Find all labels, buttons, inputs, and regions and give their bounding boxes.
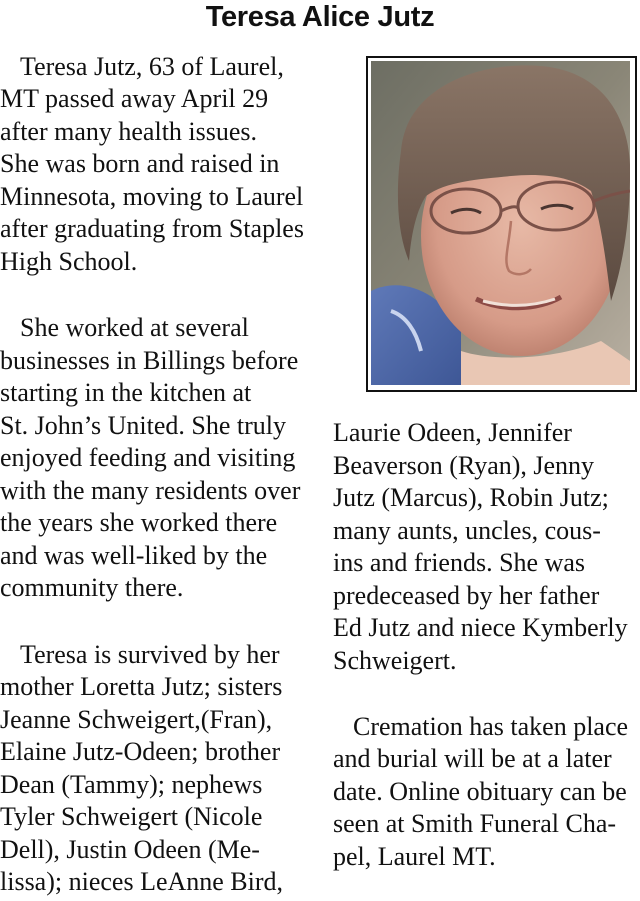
body-line: lissa); nieces LeAnne Bird, xyxy=(0,867,284,896)
body-line: after graduating from Staples xyxy=(0,214,304,243)
body-line: She was born and raised in xyxy=(0,149,280,178)
body-line: High School. xyxy=(0,247,138,276)
body-line: starting in the kitchen at xyxy=(0,378,252,407)
body-line: many aunts, uncles, cous- xyxy=(333,516,601,545)
body-line: date. Online obituary can be xyxy=(333,777,627,806)
body-line: Beaverson (Ryan), Jenny xyxy=(333,451,595,480)
body-line: Teresa Jutz, 63 of Laurel, xyxy=(20,52,284,81)
body-line: and was well-liked by the xyxy=(0,541,268,570)
body-line: enjoyed feeding and visiting xyxy=(0,443,296,472)
body-line: Ed Jutz and niece Kymberly xyxy=(333,613,628,642)
body-line: MT passed away April 29 xyxy=(0,84,269,113)
body-line: businesses in Billings before xyxy=(0,346,299,375)
body-line: Minnesota, moving to Laurel xyxy=(0,182,304,211)
body-line: Cremation has taken place xyxy=(353,712,629,741)
body-line: Dell), Justin Odeen (Me- xyxy=(0,835,260,864)
body-line: Dean (Tammy); nephews xyxy=(0,770,263,799)
body-line: Tyler Schweigert (Nicole xyxy=(0,802,263,831)
body-line: Schweigert. xyxy=(333,646,457,675)
body-line: Jeanne Schweigert,(Fran), xyxy=(0,705,273,734)
body-line: Teresa is survived by her xyxy=(20,640,280,669)
body-line: Laurie Odeen, Jennifer xyxy=(333,418,572,447)
body-line: mother Loretta Jutz; sisters xyxy=(0,672,283,701)
body-line: She worked at several xyxy=(20,313,249,342)
body-line: Jutz (Marcus), Robin Jutz; xyxy=(333,483,609,512)
body-line: seen at Smith Funeral Cha- xyxy=(333,809,617,838)
body-line: pel, Laurel MT. xyxy=(333,842,496,871)
body-line: and burial will be at a later xyxy=(333,744,612,773)
portrait-photo-frame xyxy=(366,56,637,392)
body-line: Elaine Jutz-Odeen; brother xyxy=(0,737,281,766)
body-line: ins and friends. She was xyxy=(333,548,586,577)
body-line: predeceased by her father xyxy=(333,581,600,610)
body-line: the years she worked there xyxy=(0,508,278,537)
body-line: community there. xyxy=(0,573,184,602)
portrait-photo xyxy=(371,61,632,387)
body-line: with the many residents over xyxy=(0,476,301,505)
body-line: St. John’s United. She truly xyxy=(0,411,287,440)
obituary-title: Teresa Alice Jutz xyxy=(205,1,435,33)
body-line: after many health issues. xyxy=(0,117,258,146)
